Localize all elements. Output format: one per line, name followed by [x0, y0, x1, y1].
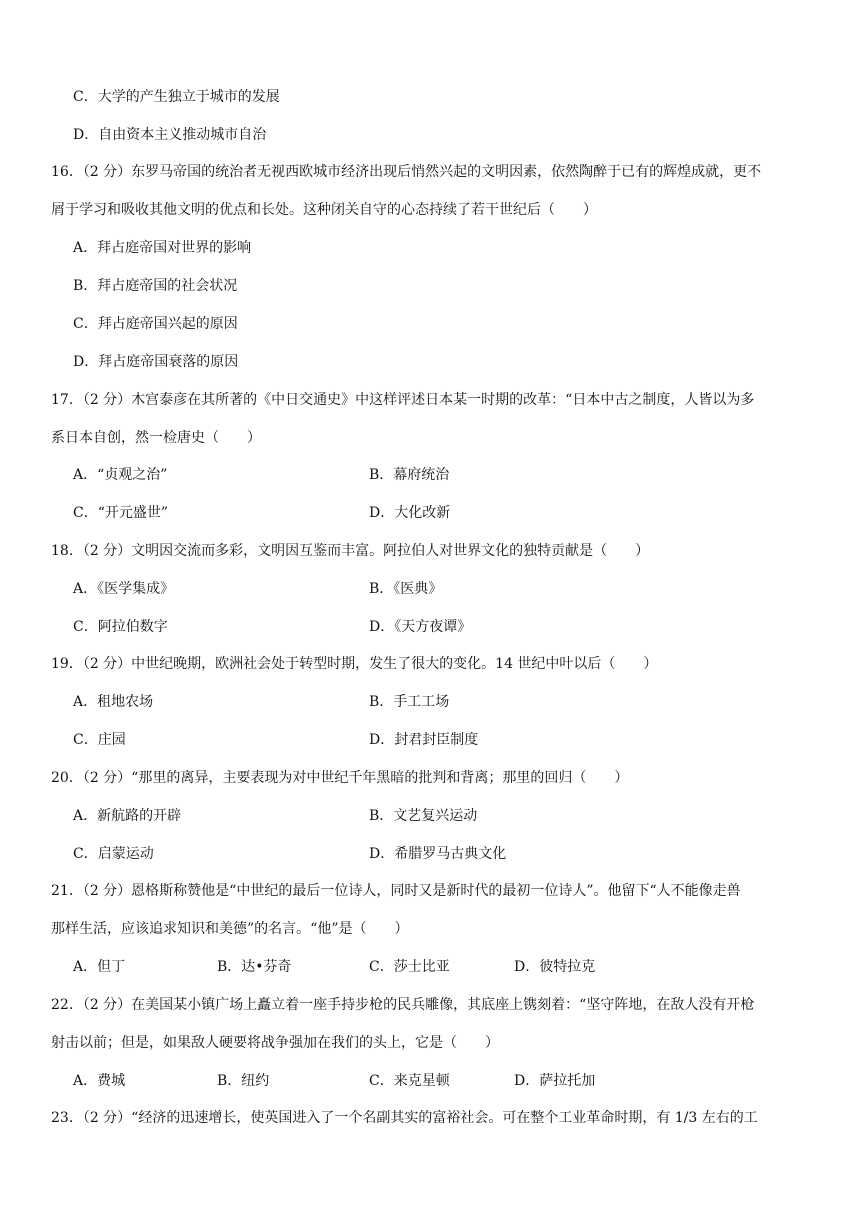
- question-stem-line: 19．（2 分）中世纪晚期，欧洲社会处于转型时期，发生了很大的变化。14 世纪中叶以后（ ）: [51, 656, 658, 672]
- question-stem-line: 20．（2 分）“那里的离异，主要表现为对中世纪千年黑暗的批判和背离；那里的回归（ ）: [51, 770, 629, 786]
- question-stem-line: 16．（2 分）东罗马帝国的统治者无视西欧城市经济出现后悄然兴起的文明因素，依然陶醉于已有的辉煌成就，更不: [51, 164, 762, 180]
- question-stem-line: 17．（2 分）木宫泰彦在其所著的《中日交通史》中这样评述日本某一时期的改革：“日本中古之制度，人皆以为多: [51, 392, 755, 408]
- option-d: D．萨拉托加: [514, 1073, 596, 1089]
- option-a: A．新航路的开辟: [73, 808, 182, 824]
- question-stem-line: 屑于学习和吸收其他文明的优点和长处。这种闭关自守的心态持续了若干世纪后（ ）: [51, 202, 597, 218]
- option-c: C．“开元盛世”: [73, 505, 169, 521]
- option-c: C．大学的产生独立于城市的发展: [73, 89, 280, 105]
- question-stem-line: 23．（2 分）“经济的迅速增长，使英国进入了一个名副其实的富裕社会。可在整个工业革命时期，有 1/3 左右的工: [51, 1110, 758, 1126]
- option-d: D．希腊罗马古典文化: [369, 846, 507, 862]
- option-b: B．《医典》: [369, 581, 443, 597]
- option-b: B．达•芬奇: [217, 959, 292, 975]
- question-stem-line: 21．（2 分）恩格斯称赞他是“中世纪的最后一位诗人，同时又是新时代的最初一位诗人”。他留下“人不能像走兽: [51, 883, 741, 899]
- option-a: A．但丁: [73, 959, 126, 975]
- option-a: A．费城: [73, 1073, 126, 1089]
- question-stem-line: 射击以前；但是，如果敌人硬要将战争强加在我们的头上，它是（ ）: [51, 1035, 499, 1051]
- option-b: B．手工工场: [369, 694, 450, 710]
- option-d: D．自由资本主义推动城市自治: [73, 127, 267, 143]
- option-c: C．来克星顿: [369, 1073, 450, 1089]
- option-b: B．纽约: [217, 1073, 270, 1089]
- question-stem-line: 系日本自创，然一检唐史（ ）: [51, 430, 261, 446]
- option-d: D．彼特拉克: [514, 959, 596, 975]
- option-a: A．拜占庭帝国对世界的影响: [73, 240, 252, 256]
- question-stem-line: 22．（2 分）在美国某小镇广场上矗立着一座手持步枪的民兵雕像，其底座上镌刻着：“坚守阵地，在敌人没有开枪: [51, 997, 755, 1013]
- question-stem-line: 那样生活，应该追求知识和美德”的名言。“他”是（ ）: [51, 921, 409, 937]
- option-b: B．拜占庭帝国的社会状况: [73, 278, 238, 294]
- option-a: A．“贞观之治”: [73, 467, 168, 483]
- option-d: D．封君封臣制度: [369, 732, 479, 748]
- option-b: B．幕府统治: [369, 467, 450, 483]
- option-a: A．租地农场: [73, 694, 154, 710]
- option-d: D．拜占庭帝国衰落的原因: [73, 354, 239, 370]
- option-c: C．拜占庭帝国兴起的原因: [73, 316, 238, 332]
- question-stem-line: 18．（2 分）文明因交流而多彩，文明因互鉴而丰富。阿拉伯人对世界文化的独特贡献是（ ）: [51, 543, 650, 559]
- option-d: D．大化改新: [369, 505, 451, 521]
- option-c: C．阿拉伯数字: [73, 619, 168, 635]
- option-b: B．文艺复兴运动: [369, 808, 478, 824]
- option-c: C．莎士比亚: [369, 959, 450, 975]
- option-a: A．《医学集成》: [73, 581, 175, 597]
- option-c: C．启蒙运动: [73, 846, 154, 862]
- option-d: D．《天方夜谭》: [369, 619, 472, 635]
- option-c: C．庄园: [73, 732, 126, 748]
